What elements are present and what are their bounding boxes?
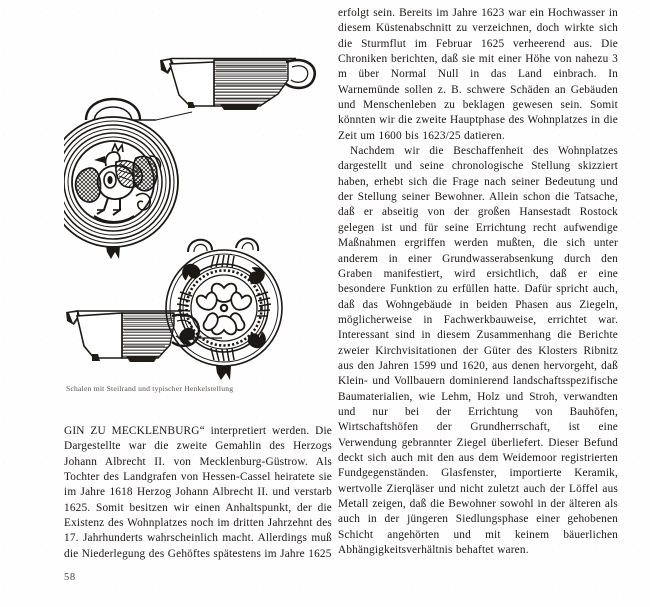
- left-column-text: [64, 424, 332, 562]
- pottery-illustration-svg: [64, 40, 332, 385]
- right-column: [338, 6, 618, 558]
- bowl-plan-rosette: [166, 239, 282, 380]
- bowl-plan-bird: [64, 99, 178, 259]
- figure-pottery-bowls: [64, 40, 332, 385]
- paragraph-right-1: erfolgt sein. Bereits im Jahre 1623 war ein Hochwasser in diesem Küstenabschnitt zu verzeichnen, doch wirkte sich die Sturmflut im Februar 1625 verheerend aus. Die Chroniken berichten, daß sie mit einer Höhe von nahezu 3 m über Normal Null in das Land einbrach. In Warnemünde sollen z. B. schwere Schäden an Gebäuden und Menschenleben zu beklagen gewesen sein. Somit könnten wir die zweite Hauptphase des Wohnplatzes in die Zeit um 1600 bis 1623/25 datieren.: [338, 7, 618, 142]
- paragraph-right-2: Nachdem wir die Beschaffenheit des Wohnplatzes dargestellt und seine chronologische Stellung skizziert haben, erhebt sich die Frage nach seiner Bedeutung und der Stellung seiner Bewohner. Allein schon die Tatsache, daß er abseitig von der großen Hansestadt Rostock gelegen ist und für seine Errichtung recht aufwendige Maßnahmen ergriffen werden mußten, die sich unter anderem in einer Grundwasserabsenkung durch den Graben manifestiert, wird ersichtlich, daß er eine besondere Funktion zu erfüllen hatte. Dafür spricht auch, daß das Wohngebäude in beiden Phasen aus Ziegeln, möglicherweise in Fachwerkbauweise, errichtet war. Interessant sind in diesem Zusammenhang die Berichte zweier Kirchvisitationen der Güter des Klosters Ribnitz aus den Jahren 1599 und 1620, aus denen hervorgeht, daß Klein- und Vollbauern dominierend landschaftsspezifische Baumaterialien, wie Lehm, Holz und Stroh, verwandten und nur bei der Errichtung von Bauhöfen, Wirtschaftshöfen der Grundherrschaft, ist eine Verwendung gebrannter Ziegel überliefert. Dieser Befund deckt sich auch mit den aus dem Weidemoor registrierten Fundgegenständen. Glasfenster, importierte Keramik, wertvolle Zierqläser und nicht zuletzt auch der Löffel aus Metall zeigen, daß die Bewohner sowohl in der älteren als auch in der jüngeren Siedlungsphase einer gehobenen Schicht angehörten und mit keinem bäuerlichen Abhängigkeitsverhältnis behaftet waren.: [338, 145, 618, 557]
- left-column: [64, 0, 332, 607]
- paragraph-left-1: GIN ZU MECKLENBURG“ interpretiert werden. Die Dargestellte war die zweite Gemahlin des Herzogs Johann Albrecht II. von Mecklenburg-Güstrow. Als Tochter des Landgrafen von Hessen-Cassel heiratete sie im Jahre 1618 Herzog Johann Albrecht II. und verstarb 1625. Somit besitzen wir einen Anhaltspunkt, der die Existenz des Wohnplatzes noch im dritten Jahrzehnt des 17. Jahrhunderts wahrscheinlich macht. Allerdings muß die Niederlegung des Gehöftes spätestens im Jahre 1625: [64, 425, 332, 560]
- page-number: 58: [64, 572, 76, 583]
- figure-caption: Schalen mit Steilrand und typischer Henkelstellung: [66, 384, 234, 393]
